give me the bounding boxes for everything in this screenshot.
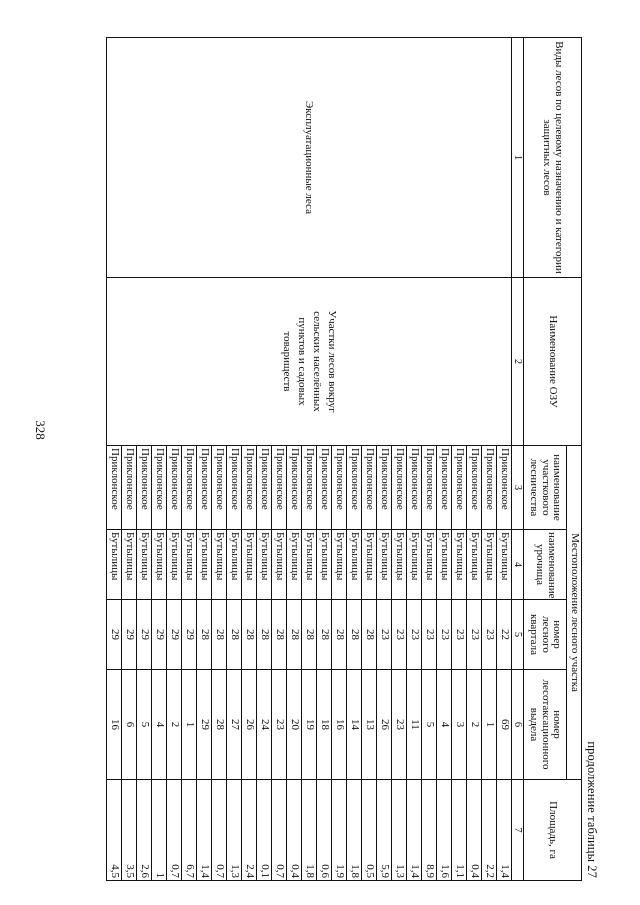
area-cell: 1,4 bbox=[496, 780, 511, 881]
tract-cell: Бутылицы bbox=[121, 530, 136, 600]
tract-cell: Бутылицы bbox=[361, 530, 376, 600]
forestry-cell: Приклонское bbox=[241, 446, 256, 530]
forest-plots-table bbox=[106, 37, 582, 881]
forestry-cell: Приклонское bbox=[466, 446, 481, 530]
forestry-cell: Приклонское bbox=[361, 446, 376, 530]
header-forest-type: Виды лесов по целевому назначению и категории защитных лесов bbox=[524, 38, 582, 278]
quarter-cell: 23 bbox=[421, 600, 436, 670]
area-cell: 0,7 bbox=[211, 780, 226, 881]
plot-cell: 26 bbox=[241, 670, 256, 780]
tract-cell: Бутылицы bbox=[316, 530, 331, 600]
forestry-cell: Приклонское bbox=[256, 446, 271, 530]
forestry-cell: Приклонское bbox=[121, 446, 136, 530]
plot-cell: 27 bbox=[226, 670, 241, 780]
quarter-cell: 28 bbox=[286, 600, 301, 670]
area-cell: 4,5 bbox=[106, 780, 121, 881]
rotated-document bbox=[67, 37, 598, 880]
area-cell: 0,7 bbox=[271, 780, 286, 881]
forestry-cell: Приклонское bbox=[166, 446, 181, 530]
quarter-cell: 22 bbox=[496, 600, 511, 670]
forestry-cell: Приклонское bbox=[181, 446, 196, 530]
plot-cell: 16 bbox=[106, 670, 121, 780]
area-cell: 0,7 bbox=[166, 780, 181, 881]
plot-cell: 1 bbox=[181, 670, 196, 780]
plot-cell: 6 bbox=[121, 670, 136, 780]
plot-cell: 23 bbox=[271, 670, 286, 780]
quarter-cell: 28 bbox=[361, 600, 376, 670]
area-cell: 1 bbox=[151, 780, 166, 881]
tract-cell: Бутылицы bbox=[436, 530, 451, 600]
quarter-cell: 28 bbox=[316, 600, 331, 670]
tract-cell: Бутылицы bbox=[466, 530, 481, 600]
plot-cell: 20 bbox=[286, 670, 301, 780]
header-location-group: Местоположение лесного участка bbox=[567, 446, 582, 780]
tract-cell: Бутылицы bbox=[286, 530, 301, 600]
quarter-cell: 28 bbox=[196, 600, 211, 670]
column-number-row bbox=[511, 38, 523, 881]
plot-cell: 26 bbox=[376, 670, 391, 780]
tract-cell: Бутылицы bbox=[211, 530, 226, 600]
plot-cell: 4 bbox=[151, 670, 166, 780]
column-number: 6 bbox=[511, 670, 523, 780]
forestry-cell: Приклонское bbox=[226, 446, 241, 530]
area-cell: 0,5 bbox=[361, 780, 376, 881]
tract-cell: Бутылицы bbox=[376, 530, 391, 600]
forestry-cell: Приклонское bbox=[316, 446, 331, 530]
quarter-cell: 28 bbox=[301, 600, 316, 670]
tract-cell: Бутылицы bbox=[481, 530, 496, 600]
forest-category-cell: Эксплуатационные леса bbox=[106, 38, 511, 278]
forestry-cell: Приклонское bbox=[481, 446, 496, 530]
area-cell: 1,3 bbox=[391, 780, 406, 881]
plot-cell: 2 bbox=[466, 670, 481, 780]
forestry-cell: Приклонское bbox=[136, 446, 151, 530]
tract-cell: Бутылицы bbox=[406, 530, 421, 600]
column-number: 4 bbox=[511, 530, 523, 600]
tract-cell: Бутылицы bbox=[391, 530, 406, 600]
plot-cell: 4 bbox=[436, 670, 451, 780]
plot-cell: 13 bbox=[361, 670, 376, 780]
plot-cell: 28 bbox=[211, 670, 226, 780]
forestry-cell: Приклонское bbox=[301, 446, 316, 530]
quarter-cell: 23 bbox=[391, 600, 406, 670]
tract-cell: Бутылицы bbox=[226, 530, 241, 600]
quarter-cell: 23 bbox=[466, 600, 481, 670]
quarter-cell: 28 bbox=[271, 600, 286, 670]
quarter-cell: 28 bbox=[331, 600, 346, 670]
quarter-cell: 23 bbox=[376, 600, 391, 670]
area-cell: 1,8 bbox=[346, 780, 361, 881]
plot-cell: 1 bbox=[481, 670, 496, 780]
header-quarter: номер лесного квартала bbox=[524, 600, 567, 670]
forestry-cell: Приклонское bbox=[496, 446, 511, 530]
forestry-cell: Приклонское bbox=[106, 446, 121, 530]
forestry-cell: Приклонское bbox=[271, 446, 286, 530]
table-row bbox=[496, 38, 511, 881]
forestry-cell: Приклонское bbox=[331, 446, 346, 530]
quarter-cell: 23 bbox=[481, 600, 496, 670]
column-number: 7 bbox=[511, 780, 523, 881]
plot-cell: 11 bbox=[406, 670, 421, 780]
quarter-cell: 28 bbox=[256, 600, 271, 670]
plot-cell: 24 bbox=[256, 670, 271, 780]
area-cell: 1,8 bbox=[301, 780, 316, 881]
area-cell: 1,9 bbox=[331, 780, 346, 881]
forestry-cell: Приклонское bbox=[211, 446, 226, 530]
quarter-cell: 23 bbox=[406, 600, 421, 670]
tract-cell: Бутылицы bbox=[271, 530, 286, 600]
area-cell: 0,4 bbox=[466, 780, 481, 881]
area-cell: 1,3 bbox=[226, 780, 241, 881]
area-cell: 2,2 bbox=[481, 780, 496, 881]
area-cell: 2,4 bbox=[241, 780, 256, 881]
quarter-cell: 29 bbox=[121, 600, 136, 670]
plot-cell: 16 bbox=[331, 670, 346, 780]
quarter-cell: 29 bbox=[181, 600, 196, 670]
forestry-cell: Приклонское bbox=[196, 446, 211, 530]
tract-cell: Бутылицы bbox=[496, 530, 511, 600]
quarter-cell: 28 bbox=[241, 600, 256, 670]
forestry-cell: Приклонское bbox=[406, 446, 421, 530]
forestry-cell: Приклонское bbox=[451, 446, 466, 530]
header-plot: номер лесотаксационного выдела bbox=[524, 670, 567, 780]
forestry-cell: Приклонское bbox=[346, 446, 361, 530]
header-ozu-name: Наименование ОЗУ bbox=[524, 278, 582, 446]
quarter-cell: 28 bbox=[346, 600, 361, 670]
tract-cell: Бутылицы bbox=[136, 530, 151, 600]
plot-cell: 23 bbox=[391, 670, 406, 780]
quarter-cell: 29 bbox=[151, 600, 166, 670]
area-cell: 8,9 bbox=[421, 780, 436, 881]
tract-cell: Бутылицы bbox=[151, 530, 166, 600]
table-continuation-title: продолжение таблицы 27 bbox=[585, 741, 599, 878]
plot-cell: 5 bbox=[421, 670, 436, 780]
quarter-cell: 23 bbox=[436, 600, 451, 670]
forestry-cell: Приклонское bbox=[421, 446, 436, 530]
area-cell: 6,7 bbox=[181, 780, 196, 881]
column-number: 3 bbox=[511, 446, 523, 530]
area-cell: 1,6 bbox=[436, 780, 451, 881]
ozu-name-text: Участки лесов вокруг сельских населённых пунктов и садовых товариществ bbox=[281, 310, 338, 413]
area-cell: 0,6 bbox=[316, 780, 331, 881]
header-forestry: наименование участкового лесничества bbox=[524, 446, 567, 530]
tract-cell: Бутылицы bbox=[196, 530, 211, 600]
area-cell: 1,4 bbox=[196, 780, 211, 881]
plot-cell: 14 bbox=[346, 670, 361, 780]
tract-cell: Бутылицы bbox=[241, 530, 256, 600]
area-cell: 2,6 bbox=[136, 780, 151, 881]
column-number: 1 bbox=[511, 38, 523, 278]
plot-cell: 19 bbox=[301, 670, 316, 780]
tract-cell: Бутылицы bbox=[301, 530, 316, 600]
column-number: 5 bbox=[511, 600, 523, 670]
forestry-cell: Приклонское bbox=[391, 446, 406, 530]
plot-cell: 2 bbox=[166, 670, 181, 780]
tract-cell: Бутылицы bbox=[346, 530, 361, 600]
quarter-cell: 28 bbox=[226, 600, 241, 670]
forestry-cell: Приклонское bbox=[151, 446, 166, 530]
area-cell: 3,5 bbox=[121, 780, 136, 881]
header-area: Площадь, га bbox=[524, 780, 582, 881]
quarter-cell: 29 bbox=[106, 600, 121, 670]
quarter-cell: 28 bbox=[211, 600, 226, 670]
quarter-cell: 29 bbox=[136, 600, 151, 670]
tract-cell: Бутылицы bbox=[256, 530, 271, 600]
plot-cell: 18 bbox=[316, 670, 331, 780]
tract-cell: Бутылицы bbox=[166, 530, 181, 600]
plot-cell: 29 bbox=[196, 670, 211, 780]
area-cell: 5,9 bbox=[376, 780, 391, 881]
area-cell: 1,1 bbox=[451, 780, 466, 881]
tract-cell: Бутылицы bbox=[451, 530, 466, 600]
forestry-cell: Приклонское bbox=[286, 446, 301, 530]
area-cell: 1,4 bbox=[406, 780, 421, 881]
plot-cell: 3 bbox=[451, 670, 466, 780]
tract-cell: Бутылицы bbox=[331, 530, 346, 600]
forestry-cell: Приклонское bbox=[376, 446, 391, 530]
forestry-cell: Приклонское bbox=[436, 446, 451, 530]
quarter-cell: 29 bbox=[166, 600, 181, 670]
page-number: 328 bbox=[33, 420, 48, 440]
area-cell: 0,1 bbox=[256, 780, 271, 881]
plot-cell: 69 bbox=[496, 670, 511, 780]
tract-cell: Бутылицы bbox=[421, 530, 436, 600]
ozu-name-cell bbox=[106, 278, 511, 446]
plot-cell: 5 bbox=[136, 670, 151, 780]
quarter-cell: 23 bbox=[451, 600, 466, 670]
tract-cell: Бутылицы bbox=[181, 530, 196, 600]
area-cell: 0,4 bbox=[286, 780, 301, 881]
column-number: 2 bbox=[511, 278, 523, 446]
tract-cell: Бутылицы bbox=[106, 530, 121, 600]
header-tract: наименование урочища bbox=[524, 530, 567, 600]
table-header-row bbox=[567, 38, 582, 881]
